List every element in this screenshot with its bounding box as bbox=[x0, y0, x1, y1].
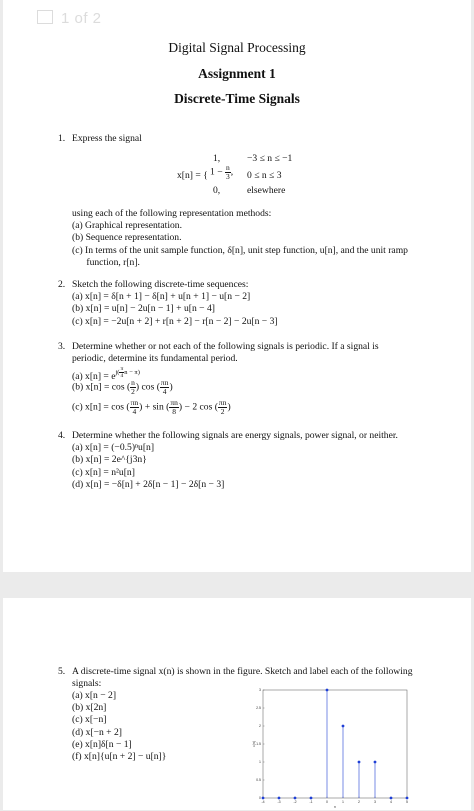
text-line: (d) x[n] = −δ[n] + 2δ[n − 1] − 2δ[n − 3] bbox=[72, 478, 225, 490]
text-line: (c) x[−n] bbox=[72, 714, 107, 726]
y-tick-label: 1 bbox=[259, 760, 261, 765]
assignment-title: Assignment 1 bbox=[198, 66, 276, 81]
q4-body bbox=[72, 430, 432, 491]
q1-case1-cond: −3 ≤ n ≤ −1 bbox=[247, 153, 293, 164]
x-tick-label: 5 bbox=[406, 800, 408, 804]
x-tick-label: 2 bbox=[358, 800, 360, 804]
y-tick-label: 0.5 bbox=[256, 778, 261, 783]
stem-plot bbox=[251, 685, 413, 811]
text-line: (b) Sequence representation. bbox=[72, 232, 182, 244]
page-2 bbox=[3, 598, 471, 810]
course-title: Digital Signal Processing bbox=[168, 40, 306, 55]
y-tick-label: 2.5 bbox=[256, 706, 261, 711]
text-line: (c) x[n] = n²u[n] bbox=[72, 466, 135, 478]
stem-marker bbox=[326, 689, 329, 692]
q1-case2-cond: 0 ≤ n ≤ 3 bbox=[247, 170, 282, 181]
q2-body bbox=[72, 279, 432, 328]
q1-case3-value: 0, bbox=[213, 185, 221, 196]
q1-number: 1. bbox=[58, 133, 66, 144]
stem-marker bbox=[294, 797, 297, 800]
y-axis-label: x(n) bbox=[252, 740, 256, 748]
y-tick-label: 1.5 bbox=[256, 742, 261, 747]
q3-a: (a) $x[n] = e^{j( \frac{\pi}{4} n - \pi)}$ bbox=[72, 366, 140, 382]
q1-case2-value: 1 − $\frac{n}{3}$ , bbox=[210, 163, 234, 181]
stem-marker bbox=[406, 797, 409, 800]
x-tick-label: 3 bbox=[374, 800, 376, 804]
x-tick-label: 0 bbox=[326, 800, 328, 804]
q1-intro: Express the signal bbox=[72, 133, 142, 144]
q5-number: 5. bbox=[58, 666, 66, 677]
text-line: (c) x[n] = −2u[n + 2] + r[n + 2] − r[n − 2] − 2u[n − 3] bbox=[72, 315, 278, 327]
topic-title: Discrete-Time Signals bbox=[174, 91, 300, 106]
stem-marker bbox=[278, 797, 281, 800]
plot-frame bbox=[263, 690, 407, 798]
text-line: (c) In terms of the unit sample function, δ[n], unit step function, u[n], and the unit ramp bbox=[72, 244, 408, 256]
x-tick-label: -2 bbox=[293, 800, 297, 804]
text-line: Determine whether the following signals are energy signals, power signal, or neither. bbox=[72, 430, 398, 441]
stem-marker bbox=[310, 797, 313, 800]
text-line: (f) x[n]{u[n + 2] − u[n]} bbox=[72, 751, 167, 763]
q3-body bbox=[72, 341, 432, 365]
y-tick-label: 3 bbox=[259, 688, 261, 693]
stem-marker bbox=[374, 761, 377, 764]
text-line: (e) x[n]δ[n − 1] bbox=[72, 738, 132, 750]
q4-number: 4. bbox=[58, 430, 66, 441]
stem-marker bbox=[262, 797, 265, 800]
text-line: A discrete-time signal x(n) is shown in the figure. Sketch and label each of the following bbox=[72, 666, 413, 677]
text-line: Sketch the following discrete-time sequences: bbox=[72, 279, 249, 290]
text-line: periodic, determine its fundamental period. bbox=[72, 353, 238, 365]
q1-methods bbox=[72, 208, 432, 269]
text-line: (d) x[−n + 2] bbox=[72, 726, 122, 738]
text-line: using each of the following representation methods: bbox=[72, 208, 272, 219]
text-line: (b) x[2n] bbox=[72, 702, 107, 714]
text-line: function, r[n]. bbox=[72, 256, 140, 268]
text-line: (b) x[n] = u[n] − 2u[n − 1] + u[n − 4] bbox=[72, 303, 215, 315]
x-tick-label: 1 bbox=[342, 800, 344, 804]
x-axis-label: n bbox=[334, 805, 336, 809]
text-line: signals: bbox=[72, 678, 102, 690]
page-indicator: 1 of 2 bbox=[37, 10, 102, 27]
q3-b: (b) x[n] = cos ( $\frac{n}{2}$ ) cos ( $\frac{\pi n}{4}$ ) bbox=[72, 378, 173, 396]
x-tick-label: -4 bbox=[261, 800, 265, 804]
text-line: (a) Graphical representation. bbox=[72, 220, 183, 232]
stem-marker bbox=[358, 761, 361, 764]
stem-marker bbox=[342, 725, 345, 728]
q3-c: (c) x[n] = cos ( $\frac{\pi n}{4}$ ) + sin ( $\frac{\pi n}{8}$ ) − 2 cos ( $\frac{\pi n}{2}$ ) bbox=[72, 398, 231, 416]
x-tick-label: -1 bbox=[309, 800, 313, 804]
text-line: (b) x[n] = 2e^{j3n} bbox=[72, 454, 147, 466]
x-tick-label: 4 bbox=[390, 800, 392, 804]
x-tick-label: -3 bbox=[277, 800, 281, 804]
q5-parts bbox=[72, 690, 242, 763]
q1-case3-cond: elsewhere bbox=[247, 185, 286, 196]
q1-case1-value: 1, bbox=[213, 153, 221, 164]
y-tick-label: 0 bbox=[259, 796, 261, 801]
y-tick-label: 2 bbox=[259, 724, 261, 729]
q2-number: 2. bbox=[58, 279, 66, 290]
q1-lhs: x[n] = { bbox=[177, 170, 208, 181]
q3-number: 3. bbox=[58, 341, 66, 352]
text-line: (a) x[n] = (−0.5)ⁿu[n] bbox=[72, 442, 155, 454]
text-line: (a) x[n] = δ[n + 1] − δ[n] + u[n + 1] − u[n − 2] bbox=[72, 291, 251, 303]
stem-marker bbox=[390, 797, 393, 800]
text-line: (a) x[n − 2] bbox=[72, 690, 117, 701]
text-line: Determine whether or not each of the following signals is periodic. If a signal is bbox=[72, 341, 379, 352]
page-1 bbox=[3, 0, 471, 572]
